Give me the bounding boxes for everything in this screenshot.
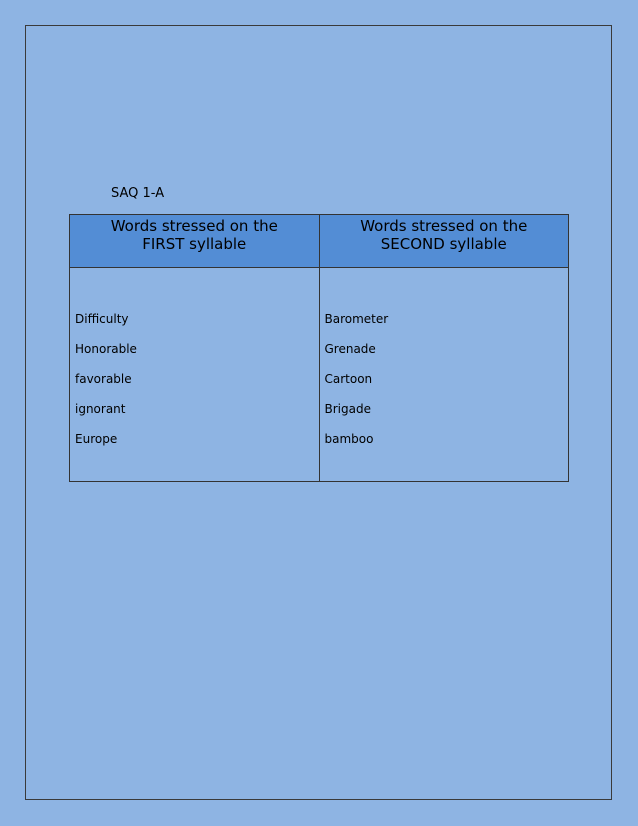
list-item: Honorable bbox=[75, 342, 137, 356]
stress-table bbox=[69, 214, 569, 482]
list-item: Difficulty bbox=[75, 312, 129, 326]
table-row bbox=[70, 268, 569, 482]
list-item: favorable bbox=[75, 372, 132, 386]
list-item: Barometer bbox=[324, 312, 389, 326]
header-first-syllable: Words stressed on the FIRST syllable bbox=[70, 215, 320, 268]
second-syllable-list bbox=[325, 312, 564, 447]
table-header-row bbox=[70, 215, 569, 268]
second-syllable-cell bbox=[319, 268, 569, 482]
list-item: Cartoon bbox=[324, 372, 373, 386]
list-item: Brigade bbox=[324, 402, 371, 416]
list-item: ignorant bbox=[75, 402, 126, 416]
list-item: Grenade bbox=[324, 342, 376, 356]
first-syllable-cell bbox=[70, 268, 320, 482]
list-item: Europe bbox=[75, 432, 118, 446]
list-item: bamboo bbox=[324, 432, 374, 446]
header-second-syllable: Words stressed on the SECOND syllable bbox=[319, 215, 569, 268]
first-syllable-list bbox=[75, 312, 314, 447]
caption: SAQ 1-A bbox=[111, 186, 165, 201]
